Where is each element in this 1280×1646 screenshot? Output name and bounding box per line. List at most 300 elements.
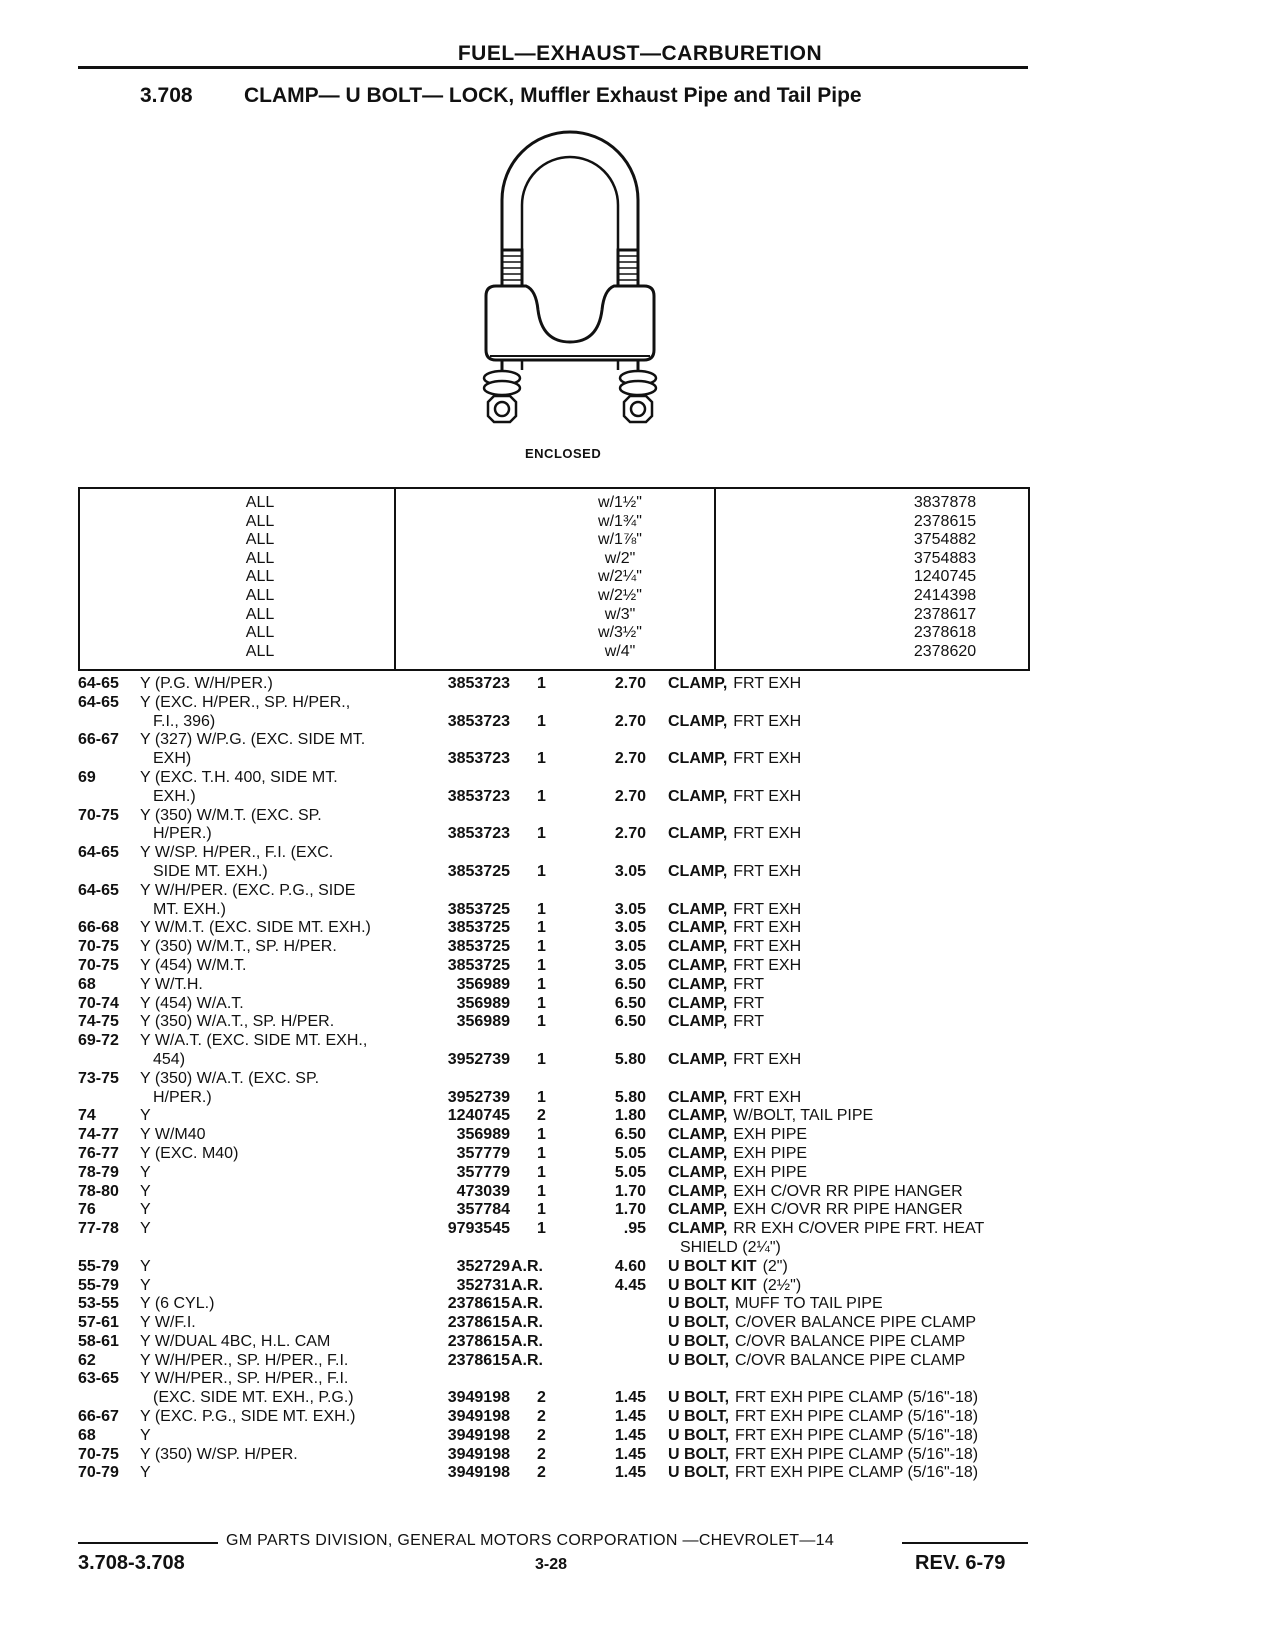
size-table-part-number: 3754882 [913, 531, 977, 549]
part-description-continued: SHIELD (2¼") [680, 1238, 781, 1256]
part-number: 3952739 [447, 1050, 510, 1068]
size-table-model: ALL [245, 494, 275, 511]
part-description [668, 995, 1028, 1014]
model-year: 66-67 [78, 1408, 119, 1426]
part-detail: FRT EXH [733, 675, 802, 692]
price: 5.05 [614, 1144, 646, 1162]
part-description [668, 1220, 1028, 1239]
part-name: CLAMP, [668, 675, 728, 692]
model-description: Y (350) W/A.T. (EXC. SP. [140, 1069, 320, 1087]
part-number: 3853725 [447, 919, 510, 937]
part-description [668, 919, 1028, 938]
part-number: 356989 [456, 1126, 510, 1144]
footer-corporation: GM PARTS DIVISION, GENERAL MOTORS CORPORATION —CHEVROLET—14 [226, 1532, 835, 1549]
price: 1.45 [614, 1389, 646, 1407]
size-table-part-number: 2414398 [913, 586, 977, 604]
model-description: Y W/F.I. [140, 1314, 196, 1332]
model-year: 55-79 [78, 1257, 119, 1275]
part-description [668, 1013, 1028, 1032]
header-rule [78, 66, 1028, 69]
part-number: 3853725 [447, 956, 510, 974]
table-row [0, 1314, 1280, 1333]
table-row [0, 713, 1280, 732]
part-number: 3949198 [447, 1389, 510, 1407]
model-description-continued: 454) [153, 1050, 186, 1068]
model-year: 70-75 [78, 938, 119, 956]
price: 5.05 [614, 1163, 646, 1181]
price: 1.45 [614, 1445, 646, 1463]
part-number: 357784 [456, 1201, 510, 1219]
part-number: 3949198 [447, 1464, 510, 1482]
size-table-part-number: 1240745 [913, 568, 977, 586]
quantity-as-required: A.R. [511, 1295, 543, 1313]
size-table-model: ALL [245, 568, 275, 586]
price: 1.80 [614, 1107, 646, 1125]
quantity: 1 [537, 1201, 546, 1219]
table-row [0, 1389, 1280, 1408]
part-description [668, 1408, 1028, 1427]
part-number: 356989 [456, 994, 510, 1012]
table-row [0, 957, 1280, 976]
part-detail: FRT EXH PIPE CLAMP (5/16"-18) [735, 1389, 979, 1407]
part-description [668, 1333, 1028, 1352]
model-description: Y W/H/PER. (EXC. P.G., SIDE [140, 881, 356, 899]
part-number: 2378615 [447, 1351, 510, 1369]
part-number: 3853725 [447, 862, 510, 880]
part-detail: FRT EXH PIPE CLAMP (5/16"-18) [735, 1445, 979, 1463]
part-number: 356989 [456, 1013, 510, 1031]
part-description [668, 713, 1028, 732]
size-table-model: ALL [245, 512, 275, 530]
model-description: Y W/SP. H/PER., F.I. (EXC. [140, 844, 334, 862]
model-description: Y [140, 1220, 151, 1238]
model-description: Y [140, 1107, 151, 1125]
quantity: 1 [537, 1220, 546, 1238]
table-row [0, 1164, 1280, 1183]
table-row [0, 694, 1280, 713]
part-description [668, 957, 1028, 976]
model-year: 70-75 [78, 806, 119, 824]
part-name: U BOLT KIT [668, 1276, 757, 1294]
size-table-size: w/2½" [598, 586, 642, 604]
quantity: 1 [537, 900, 546, 918]
price: 4.45 [614, 1276, 646, 1294]
table-row [0, 1352, 1280, 1371]
part-name: CLAMP, [668, 1107, 728, 1125]
quantity-as-required: A.R. [511, 1314, 543, 1332]
part-detail: FRT EXH [733, 956, 802, 974]
table-row [0, 1107, 1280, 1126]
table-row [0, 1201, 1280, 1220]
part-name: CLAMP, [668, 975, 728, 993]
model-year: 64-65 [78, 881, 119, 899]
price: 6.50 [614, 1126, 646, 1144]
part-detail: FRT [733, 1013, 765, 1031]
part-name: U BOLT, [668, 1314, 730, 1332]
model-description: Y [140, 1182, 151, 1200]
model-year: 62 [78, 1351, 96, 1369]
table-row [0, 1013, 1280, 1032]
table-row [0, 675, 1280, 694]
part-description [668, 1314, 1028, 1333]
table-row [0, 1408, 1280, 1427]
model-description: Y (EXC. P.G., SIDE MT. EXH.) [140, 1408, 356, 1426]
size-table-part-number: 2378617 [913, 605, 977, 623]
model-description: Y (350) W/M.T. (EXC. SP. [140, 806, 322, 824]
quantity: 1 [537, 919, 546, 937]
part-name: CLAMP, [668, 1182, 728, 1200]
part-number: 473039 [456, 1182, 510, 1200]
size-table-size: w/2¼" [598, 568, 642, 586]
model-year: 69 [78, 768, 96, 786]
part-description [668, 1427, 1028, 1446]
model-year: 69-72 [78, 1032, 119, 1050]
price: 2.70 [614, 787, 646, 805]
size-table-model: ALL [245, 549, 275, 567]
size-table-size: w/1½" [598, 494, 642, 511]
part-detail: FRT EXH PIPE CLAMP (5/16"-18) [735, 1464, 979, 1482]
table-row [0, 1295, 1280, 1314]
footer-page-number: 3-28 [535, 1556, 568, 1573]
model-description-continued: H/PER.) [153, 825, 212, 843]
table-row [0, 995, 1280, 1014]
u-bolt-clamp-icon [480, 120, 660, 440]
size-table [78, 487, 1030, 671]
price: 5.80 [614, 1088, 646, 1106]
model-description: Y W/T.H. [140, 975, 203, 993]
quantity: 2 [537, 1107, 546, 1125]
part-name: CLAMP, [668, 825, 728, 843]
part-name: CLAMP, [668, 862, 728, 880]
part-detail: EXH PIPE [733, 1144, 808, 1162]
quantity: 1 [537, 994, 546, 1012]
model-year: 53-55 [78, 1295, 119, 1313]
table-row [0, 1464, 1280, 1483]
quantity: 1 [537, 1050, 546, 1068]
part-name: CLAMP, [668, 1144, 728, 1162]
quantity: 1 [537, 1013, 546, 1031]
model-year: 74-77 [78, 1126, 119, 1144]
model-description: Y (350) W/A.T., SP. H/PER. [140, 1013, 335, 1031]
part-detail: FRT EXH [733, 900, 802, 918]
table-row [0, 1070, 1280, 1089]
table-row [0, 1032, 1280, 1051]
part-name: CLAMP, [668, 712, 728, 730]
model-description: Y W/H/PER., SP. H/PER., F.I. [140, 1351, 349, 1369]
size-table-part-column [880, 494, 1010, 661]
table-row [0, 1446, 1280, 1465]
price: 1.70 [614, 1201, 646, 1219]
part-description [668, 1145, 1028, 1164]
part-number: 352729 [456, 1257, 510, 1275]
model-description: Y (454) W/M.T. [140, 956, 247, 974]
part-description [668, 750, 1028, 769]
part-number: 352731 [456, 1276, 510, 1294]
part-number: 9793545 [447, 1220, 510, 1238]
price: 2.70 [614, 750, 646, 768]
part-detail: (2½") [762, 1276, 802, 1294]
model-year: 74-75 [78, 1013, 119, 1031]
quantity: 1 [537, 787, 546, 805]
part-description [668, 1389, 1028, 1408]
model-description: Y (EXC. M40) [140, 1144, 239, 1162]
model-year: 68 [78, 1426, 96, 1444]
table-row [0, 1427, 1280, 1446]
price: 6.50 [614, 975, 646, 993]
part-description [668, 1126, 1028, 1145]
part-description [668, 1446, 1028, 1465]
model-description: Y W/H/PER., SP. H/PER., F.I. [140, 1370, 349, 1388]
quantity: 2 [537, 1426, 546, 1444]
part-detail: FRT EXH [733, 787, 802, 805]
model-description: Y [140, 1201, 151, 1219]
part-description [668, 1464, 1028, 1483]
model-description: Y (454) W/A.T. [140, 994, 244, 1012]
part-name: U BOLT, [668, 1332, 730, 1350]
size-table-model: ALL [245, 642, 275, 660]
part-detail: FRT EXH PIPE CLAMP (5/16"-18) [735, 1426, 979, 1444]
model-year: 73-75 [78, 1069, 119, 1087]
part-name: U BOLT, [668, 1426, 730, 1444]
model-description: Y [140, 1426, 151, 1444]
table-row [0, 825, 1280, 844]
illustration-caption: ENCLOSED [525, 446, 602, 461]
part-detail: FRT [733, 975, 765, 993]
part-number: 3853723 [447, 675, 510, 692]
table-row [0, 863, 1280, 882]
size-table-part-number: 3837878 [913, 494, 977, 511]
model-description: Y W/A.T. (EXC. SIDE MT. EXH., [140, 1032, 368, 1050]
size-table-part-number: 2378620 [913, 642, 977, 660]
part-detail: EXH C/OVR RR PIPE HANGER [733, 1182, 963, 1200]
part-name: U BOLT KIT [668, 1257, 757, 1275]
model-year: 58-61 [78, 1332, 119, 1350]
part-name: CLAMP, [668, 1126, 728, 1144]
table-row [0, 938, 1280, 957]
table-row [0, 976, 1280, 995]
part-number: 356989 [456, 975, 510, 993]
item-title: CLAMP— U BOLT— LOCK, Muffler Exhaust Pipe and Tail Pipe [244, 84, 862, 107]
part-detail: FRT EXH [733, 825, 802, 843]
table-row [0, 1051, 1280, 1070]
model-year: 64-65 [78, 675, 119, 692]
size-table-size: w/3" [604, 605, 636, 623]
part-name: CLAMP, [668, 1220, 728, 1238]
table-row [0, 1183, 1280, 1202]
part-number: 3853723 [447, 750, 510, 768]
part-name: U BOLT, [668, 1464, 730, 1482]
model-description: Y [140, 1163, 151, 1181]
footer-revision: REV. 6-79 [915, 1552, 1006, 1574]
part-detail: EXH C/OVR RR PIPE HANGER [733, 1201, 963, 1219]
model-year: 77-78 [78, 1220, 119, 1238]
table-row [0, 1126, 1280, 1145]
model-description: Y [140, 1257, 151, 1275]
part-name: CLAMP, [668, 938, 728, 956]
part-detail: C/OVER BALANCE PIPE CLAMP [735, 1314, 976, 1332]
part-name: CLAMP, [668, 994, 728, 1012]
part-name: CLAMP, [668, 750, 728, 768]
quantity-as-required: A.R. [511, 1276, 543, 1294]
size-table-model: ALL [245, 586, 275, 604]
parts-list [0, 675, 1280, 1483]
model-year: 64-65 [78, 844, 119, 862]
part-number: 2378615 [447, 1314, 510, 1332]
part-name: CLAMP, [668, 1013, 728, 1031]
model-description: Y [140, 1464, 151, 1482]
quantity: 1 [537, 712, 546, 730]
table-divider [714, 489, 716, 669]
quantity: 1 [537, 1163, 546, 1181]
model-year: 76-77 [78, 1144, 119, 1162]
model-description-continued: SIDE MT. EXH.) [153, 862, 268, 880]
model-description-continued: EXH.) [153, 787, 196, 805]
price: 1.45 [614, 1426, 646, 1444]
model-description: Y (6 CYL.) [140, 1295, 215, 1313]
model-year: 70-74 [78, 994, 119, 1012]
price: 2.70 [614, 712, 646, 730]
model-description: Y (P.G. W/H/PER.) [140, 675, 273, 692]
part-name: U BOLT, [668, 1295, 730, 1313]
model-description: Y (EXC. H/PER., SP. H/PER., [140, 693, 351, 711]
part-description [668, 938, 1028, 957]
table-row [0, 788, 1280, 807]
part-number: 1240745 [447, 1107, 510, 1125]
part-detail: FRT [733, 994, 765, 1012]
quantity: 1 [537, 975, 546, 993]
size-table-size: w/2" [604, 549, 636, 567]
part-number: 3952739 [447, 1088, 510, 1106]
part-name: CLAMP, [668, 1088, 728, 1106]
quantity: 1 [537, 862, 546, 880]
part-detail: FRT EXH [733, 1050, 802, 1068]
table-row [0, 731, 1280, 750]
quantity: 2 [537, 1408, 546, 1426]
part-name: CLAMP, [668, 787, 728, 805]
part-number: 3853723 [447, 787, 510, 805]
part-detail: FRT EXH [733, 712, 802, 730]
table-row [0, 919, 1280, 938]
size-table-size: w/1¾" [598, 512, 642, 530]
part-number: 3853723 [447, 825, 510, 843]
model-description: Y [140, 1276, 151, 1294]
price: 3.05 [614, 919, 646, 937]
model-year: 57-61 [78, 1314, 119, 1332]
part-detail: FRT EXH PIPE CLAMP (5/16"-18) [735, 1408, 979, 1426]
part-detail: C/OVR BALANCE PIPE CLAMP [735, 1332, 966, 1350]
model-year: 78-79 [78, 1163, 119, 1181]
model-description: Y (EXC. T.H. 400, SIDE MT. [140, 768, 338, 786]
part-detail: FRT EXH [733, 938, 802, 956]
part-description [668, 976, 1028, 995]
size-table-model: ALL [245, 605, 275, 623]
size-table-size: w/1⅞" [598, 531, 642, 549]
quantity: 1 [537, 1144, 546, 1162]
size-table-part-number: 2378618 [913, 624, 977, 642]
model-description: Y W/M40 [140, 1126, 206, 1144]
part-number: 3949198 [447, 1445, 510, 1463]
model-description-continued: (EXC. SIDE MT. EXH., P.G.) [153, 1389, 354, 1407]
model-year: 64-65 [78, 693, 119, 711]
size-table-size: w/3½" [598, 624, 642, 642]
size-table-model-column [210, 494, 310, 661]
quantity: 1 [537, 1126, 546, 1144]
price: 2.70 [614, 675, 646, 692]
part-detail: MUFF TO TAIL PIPE [735, 1295, 883, 1313]
part-description [668, 1258, 1028, 1277]
table-row [0, 750, 1280, 769]
table-row [0, 769, 1280, 788]
quantity: 1 [537, 938, 546, 956]
part-description [668, 1107, 1028, 1126]
quantity: 2 [537, 1389, 546, 1407]
model-description: Y (327) W/P.G. (EXC. SIDE MT. [140, 731, 366, 749]
part-number: 3949198 [447, 1408, 510, 1426]
part-name: U BOLT, [668, 1351, 730, 1369]
part-number: 3853725 [447, 938, 510, 956]
model-year: 63-65 [78, 1370, 119, 1388]
part-description [668, 1295, 1028, 1314]
model-description-continued: EXH) [153, 750, 192, 768]
table-row [0, 1145, 1280, 1164]
model-description: Y (350) W/M.T., SP. H/PER. [140, 938, 337, 956]
part-name: U BOLT, [668, 1408, 730, 1426]
item-number: 3.708 [140, 84, 193, 107]
model-year: 78-80 [78, 1182, 119, 1200]
price: 4.60 [614, 1257, 646, 1275]
model-year: 70-79 [78, 1464, 119, 1482]
part-description [668, 1201, 1028, 1220]
table-row [0, 1258, 1280, 1277]
price: 6.50 [614, 1013, 646, 1031]
part-description [668, 1352, 1028, 1371]
quantity-as-required: A.R. [511, 1332, 543, 1350]
part-number: 357779 [456, 1144, 510, 1162]
model-year: 55-79 [78, 1276, 119, 1294]
quantity: 1 [537, 956, 546, 974]
part-number: 2378615 [447, 1295, 510, 1313]
part-detail: FRT EXH [733, 750, 802, 768]
part-description [668, 788, 1028, 807]
table-row [0, 1370, 1280, 1389]
part-description [668, 901, 1028, 920]
size-table-size: w/4" [604, 642, 636, 660]
size-table-part-number: 2378615 [913, 512, 977, 530]
table-row [0, 901, 1280, 920]
table-row [0, 844, 1280, 863]
part-detail: (2") [762, 1257, 788, 1275]
table-row [0, 1089, 1280, 1108]
size-table-model: ALL [245, 624, 275, 642]
part-detail: W/BOLT, TAIL PIPE [733, 1107, 874, 1125]
quantity: 1 [537, 750, 546, 768]
part-name: CLAMP, [668, 1050, 728, 1068]
model-year: 74 [78, 1107, 96, 1125]
table-row [0, 1220, 1280, 1239]
model-year: 70-75 [78, 1445, 119, 1463]
part-description [668, 863, 1028, 882]
quantity: 1 [537, 675, 546, 692]
part-detail: EXH PIPE [733, 1163, 808, 1181]
part-description [668, 1089, 1028, 1108]
part-name: CLAMP, [668, 900, 728, 918]
model-description: Y (350) W/SP. H/PER. [140, 1445, 298, 1463]
table-row [0, 1239, 1280, 1258]
model-year: 66-68 [78, 919, 119, 937]
table-row [0, 1277, 1280, 1296]
part-name: CLAMP, [668, 1163, 728, 1181]
model-description-continued: MT. EXH.) [153, 900, 226, 918]
